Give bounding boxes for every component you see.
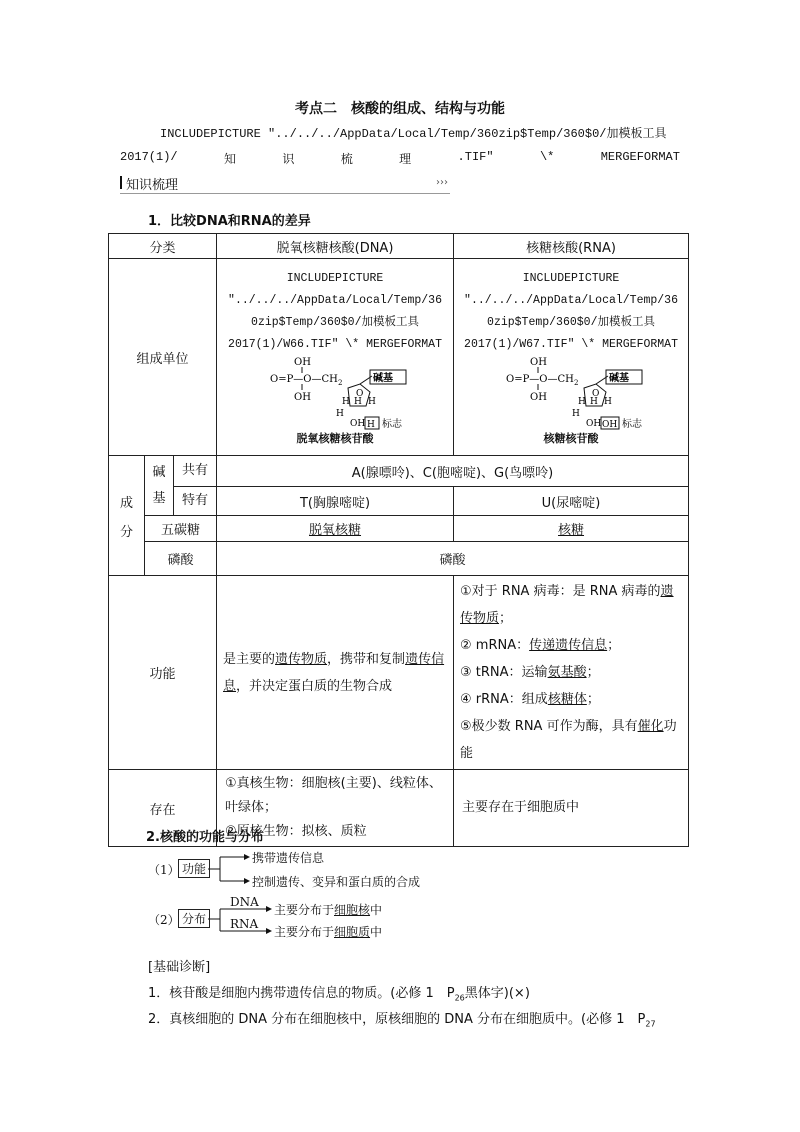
- dna-sugar: 脱氧核糖: [309, 523, 362, 538]
- field-line: 2017(1)/W67.TIF" \* MERGEFORMAT: [464, 338, 678, 351]
- comparison-table: [108, 233, 689, 847]
- subheading-1: 1．比较DNA和RNA的差异: [148, 214, 311, 229]
- nucleotide-diagram: [486, 356, 656, 436]
- question-1: 1．核苷酸是细胞内携带遗传信息的物质。(必修 1 $P_{26}$黑体字)(×): [148, 986, 530, 1003]
- distribution-b: 主要分布于细胞质中: [274, 925, 383, 939]
- section-label: 知识梳理: [126, 178, 179, 193]
- oh-label: OH: [530, 357, 547, 368]
- subheading-2: 2.核酸的功能与分布: [146, 830, 264, 845]
- phosphate-label: 磷酸: [145, 542, 217, 576]
- composition-label: [109, 456, 145, 576]
- dna-label: DNA: [230, 895, 259, 909]
- oh-label: OH: [530, 392, 547, 403]
- mark-caption: 标志: [622, 419, 643, 430]
- ring-label: H: [354, 397, 362, 407]
- underlined-term: 遗传信息: [223, 651, 445, 694]
- distribution-box: 分布: [178, 909, 210, 928]
- unique-label: 特有: [182, 493, 209, 508]
- mark-label: OH: [602, 420, 618, 430]
- rna-location: 主要存在于细胞质中: [454, 770, 689, 847]
- include-part: 梳: [340, 153, 353, 167]
- list-item: ⑤极少数 RNA 可作为酶，具有催化功能: [460, 719, 677, 761]
- shared-label: 共有: [174, 456, 216, 487]
- header-cell: 脱氧核糖核酸(DNA): [217, 234, 454, 259]
- oh-label: OH: [294, 392, 311, 403]
- label-char: 基: [152, 490, 166, 506]
- item-number: （2）: [148, 913, 180, 927]
- phosphate-value: 磷酸: [217, 542, 689, 576]
- chevrons-icon: ›››: [436, 177, 448, 188]
- field-line: "../../../AppData/Local/Temp/36: [464, 294, 678, 307]
- rna-function: [454, 576, 689, 770]
- ring-label: O: [356, 389, 364, 399]
- field-line: INCLUDEPICTURE: [286, 272, 384, 285]
- ring-label: H: [368, 397, 376, 407]
- ring-label: H: [336, 409, 344, 419]
- section-header: [120, 173, 450, 194]
- include-part: 2017(1)/: [120, 150, 178, 164]
- list-item: ② mRNA：传递遗传信息；: [460, 638, 621, 653]
- rna-unique-base: U(尿嘧啶): [454, 487, 689, 516]
- table-row: [109, 516, 689, 542]
- include-field-line2: [120, 150, 680, 167]
- list-item: ①对于 RNA 病毒：是 RNA 病毒的遗传物质；: [460, 584, 674, 626]
- phosphate-formula: O=P—O—CH: [506, 374, 574, 385]
- rna-sugar: 核糖: [558, 523, 585, 538]
- oh-label: OH: [586, 419, 602, 429]
- field-text: [217, 268, 453, 356]
- shared-bases: A(腺嘌呤)、C(胞嘧啶)、G(鸟嘌呤): [217, 456, 689, 487]
- header-cell: 核糖核酸(RNA): [454, 234, 689, 259]
- dna-caption: 脱氧核糖核苷酸: [296, 432, 374, 445]
- text-line: ①真核生物：细胞核(主要)、线粒体、: [225, 776, 442, 791]
- text-line: ②原核生物：拟核、质粒: [225, 824, 367, 839]
- page-title: 考点二 核酸的组成、结构与功能: [295, 101, 505, 117]
- text-run: 是主要的: [223, 651, 276, 667]
- include-part: 识: [282, 153, 295, 167]
- include-field-line1: INCLUDEPICTURE "../../../AppData/Local/Temp/360zip$Temp/360$0/加模板工具: [160, 127, 667, 141]
- table-row: [109, 234, 689, 259]
- question-2: 2．真核细胞的 DNA 分布在细胞核中，原核细胞的 DNA 分布在细胞质中。(必修 1 $P_{27}$: [148, 1012, 656, 1029]
- rna-unit-cell: [454, 259, 689, 456]
- row-label: 功能: [109, 576, 217, 770]
- table-row: [109, 542, 689, 576]
- item-number: （1）: [148, 863, 180, 877]
- include-part: 知: [223, 153, 236, 167]
- include-part: 理: [399, 153, 412, 167]
- ring-label: H: [572, 409, 580, 419]
- sub-label: 2: [338, 379, 343, 387]
- function-box: 功能: [178, 859, 210, 878]
- rna-caption: 核糖核苷酸: [543, 432, 599, 445]
- base-label-cell: [145, 456, 174, 515]
- sugar-label: 五碳糖: [145, 516, 217, 542]
- ring-label: O: [592, 389, 600, 399]
- list-item: ③ tRNA：运输氨基酸；: [460, 665, 600, 680]
- list-item: ④ rRNA：组成核糖体；: [460, 692, 600, 707]
- ring-label: H: [590, 397, 598, 407]
- base-label: 碱基: [373, 373, 394, 384]
- phosphate-formula: O=P—O—CH: [270, 374, 338, 385]
- label-char: 成: [119, 495, 133, 511]
- underlined-term: 遗传物质: [275, 651, 328, 667]
- field-line: 0zip$Temp/360$0/加模板工具: [487, 316, 655, 329]
- include-part: \*: [539, 150, 555, 164]
- label-char: 碱: [152, 464, 166, 480]
- dna-unit-cell: [217, 259, 454, 456]
- table-row: [109, 456, 689, 487]
- include-part: MERGEFORMAT: [600, 150, 680, 164]
- base-label: 碱基: [609, 373, 630, 384]
- table-row: [109, 576, 689, 770]
- dna-function: [217, 576, 454, 770]
- nucleotide-diagram: [250, 356, 420, 436]
- field-line: 2017(1)/W66.TIF" \* MERGEFORMAT: [228, 338, 442, 351]
- oh-label: OH: [350, 419, 366, 429]
- field-line: "../../../AppData/Local/Temp/36: [228, 294, 442, 307]
- row-label: 存在: [109, 770, 217, 847]
- text-run: ，并决定蛋白质的生物合成: [236, 678, 393, 694]
- text-run: ，携带和复制: [327, 651, 406, 667]
- table-row: [109, 259, 689, 456]
- ring-label: H: [604, 397, 612, 407]
- header-cell: 分类: [109, 234, 217, 259]
- function-a: 携带遗传信息: [252, 851, 325, 865]
- oh-label: OH: [294, 357, 311, 368]
- text-line: 叶绿体；: [225, 800, 278, 815]
- dna-unique-base: T(胸腺嘧啶): [217, 487, 454, 516]
- ring-label: H: [578, 397, 586, 407]
- mark-label: H: [367, 420, 375, 430]
- rna-label: RNA: [230, 917, 259, 931]
- function-distribution-diagram: [140, 845, 440, 949]
- function-b: 控制遗传、变异和蛋白质的合成: [252, 875, 421, 889]
- distribution-a: 主要分布于细胞核中: [274, 903, 383, 917]
- section-bar: [120, 176, 122, 189]
- field-text: [454, 268, 688, 356]
- mark-caption: 标志: [382, 419, 403, 430]
- base-subtable: [145, 456, 217, 516]
- field-line: 0zip$Temp/360$0/加模板工具: [251, 316, 419, 329]
- base-type-column: [174, 456, 216, 515]
- include-part: .TIF": [457, 150, 494, 164]
- label-char: 分: [119, 524, 133, 540]
- row-label: 组成单位: [109, 259, 217, 456]
- subheading-3: [基础诊断]: [148, 960, 211, 975]
- sub-label: 2: [574, 379, 579, 387]
- field-line: INCLUDEPICTURE: [522, 272, 620, 285]
- ring-label: H: [342, 397, 350, 407]
